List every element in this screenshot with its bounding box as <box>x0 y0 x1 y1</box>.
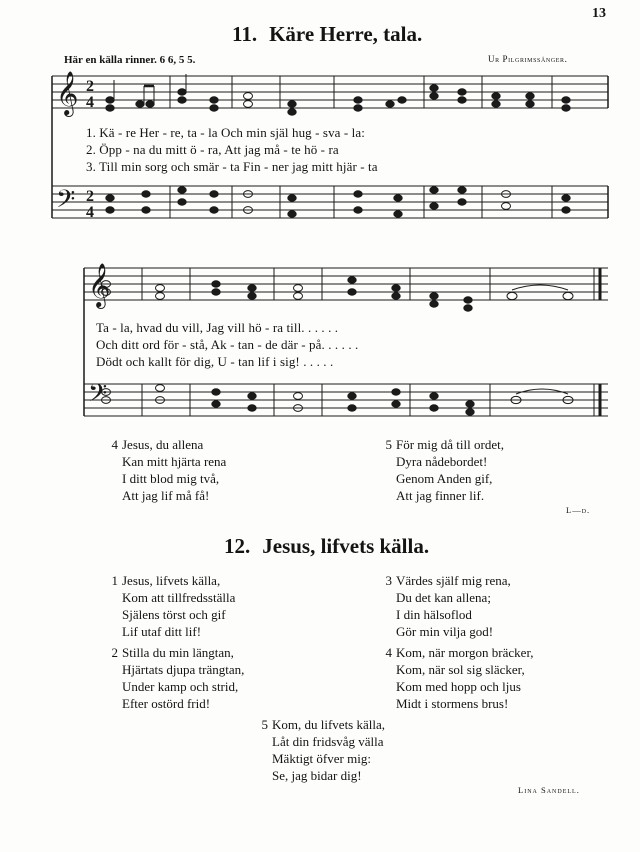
hymn-11-verse-4 <box>102 436 226 504</box>
hymn-12-verse-4 <box>376 644 534 712</box>
verse-line: I din hälsoflod <box>396 607 472 622</box>
verse-line: Att jag lif må få! <box>122 488 210 503</box>
hymn-11-title-text: Käre Herre, tala. <box>269 22 423 46</box>
treble-clef-icon: 𝄞 <box>88 263 111 307</box>
verse-line: Att jag finner lif. <box>396 488 485 503</box>
source-reference: Ur Pilgrimssånger. <box>488 54 568 64</box>
hymn-11-number: 11. <box>232 22 258 46</box>
verse-line: Jesus, du allena <box>122 437 204 452</box>
verse-number: 3 <box>385 573 392 588</box>
verse-line: Kom med hopp och ljus <box>396 679 521 694</box>
verse-line: Lif utaf ditt lif! <box>122 624 202 639</box>
verse-line: Kom att tillfredsställa <box>122 590 236 605</box>
lyric-verse-3: 3. Till min sorg och smär - ta Fin - ner jag mitt hjär - ta <box>86 159 378 174</box>
hymn-11-verse-5 <box>376 436 504 504</box>
lyric-verse-2: Och ditt ord för - stå, Ak - tan - de där - på. . . . . . <box>96 337 359 352</box>
time-sig-bottom: 4 <box>86 94 94 111</box>
system2-treble-staff <box>84 268 608 300</box>
lyric-verse-1: 1. Kä - re Her - re, ta - la Och min själ hug - sva - la: <box>86 125 365 140</box>
hymn-11-author: L—d. <box>566 505 591 515</box>
verse-number: 5 <box>385 437 392 452</box>
verse-line: Kan mitt hjärta rena <box>122 454 227 469</box>
system1-treble-notes <box>106 74 570 115</box>
system1-treble-staff <box>52 76 608 108</box>
bass-clef-icon: 𝄢 <box>88 379 108 414</box>
hymn-12-author: Lina Sandell. <box>518 785 580 795</box>
verse-line: Jesus, lifvets källa, <box>122 573 221 588</box>
verse-line: Stilla du min längtan, <box>122 645 234 660</box>
system1-bass-staff <box>52 186 608 218</box>
hymn-12-verse-2 <box>102 644 244 712</box>
hymn-12-number: 12. <box>224 534 251 558</box>
verse-line: Själens törst och gif <box>122 607 226 622</box>
treble-clef-icon: 𝄞 <box>56 71 79 115</box>
system2-treble-notes <box>102 277 574 311</box>
hymn-12-verse-1 <box>102 572 235 640</box>
hymn-12-verse-5 <box>252 716 385 784</box>
verse-line: För mig då till ordet, <box>396 437 504 452</box>
verse-line: I ditt blod mig två, <box>122 471 220 486</box>
verse-number: 1 <box>111 573 118 588</box>
system2-bass-staff <box>84 384 608 416</box>
verse-line: Efter ostörd frid! <box>122 696 211 711</box>
verse-line: Dyra nådebordet! <box>396 454 488 469</box>
lyric-verse-1: Ta - la, hvad du vill, Jag vill hö - ra till. . . . . . <box>96 320 339 335</box>
time-sig-bottom: 4 <box>86 204 94 221</box>
page-number: 13 <box>592 6 606 21</box>
verse-line: Under kamp och strid, <box>122 679 239 694</box>
verse-number: 4 <box>111 437 118 452</box>
time-sig-top: 2 <box>86 78 94 95</box>
hymn-12-title <box>224 534 429 559</box>
verse-line: Kom, när morgon bräcker, <box>396 645 534 660</box>
hymn-12-verse-3 <box>376 572 511 640</box>
verse-line: Midt i stormens brus! <box>396 696 509 711</box>
verse-line: Mäktigt öfver mig: <box>272 751 371 766</box>
verse-line: Låt din fridsvåg välla <box>272 734 384 749</box>
verse-number: 2 <box>111 645 118 660</box>
time-sig-top: 2 <box>86 188 94 205</box>
verse-line: Genom Anden gif, <box>396 471 493 486</box>
verse-line: Se, jag bidar dig! <box>272 768 362 783</box>
verse-number: 5 <box>261 717 268 732</box>
verse-line: Du det kan allena; <box>396 590 491 605</box>
verse-number: 4 <box>385 645 392 660</box>
verse-line: Kom, du lifvets källa, <box>272 717 386 732</box>
verse-line: Hjärtats djupa trängtan, <box>122 662 245 677</box>
verse-line: Gör min vilja god! <box>396 624 494 639</box>
bass-clef-icon: 𝄢 <box>56 185 76 220</box>
verse-line: Värdes själf mig rena, <box>396 573 511 588</box>
tune-reference: Här en källa rinner. 6 6, 5 5. <box>64 54 196 66</box>
hymn-12-title-text: Jesus, lifvets källa. <box>262 534 430 558</box>
lyric-verse-2: 2. Öpp - na du mitt ö - ra, Att jag må - te hö - ra <box>86 142 339 157</box>
verse-line: Kom, när sol sig släcker, <box>396 662 525 677</box>
lyric-verse-3: Dödt och kallt för dig, U - tan lif i sig! . . . . . <box>96 354 334 369</box>
